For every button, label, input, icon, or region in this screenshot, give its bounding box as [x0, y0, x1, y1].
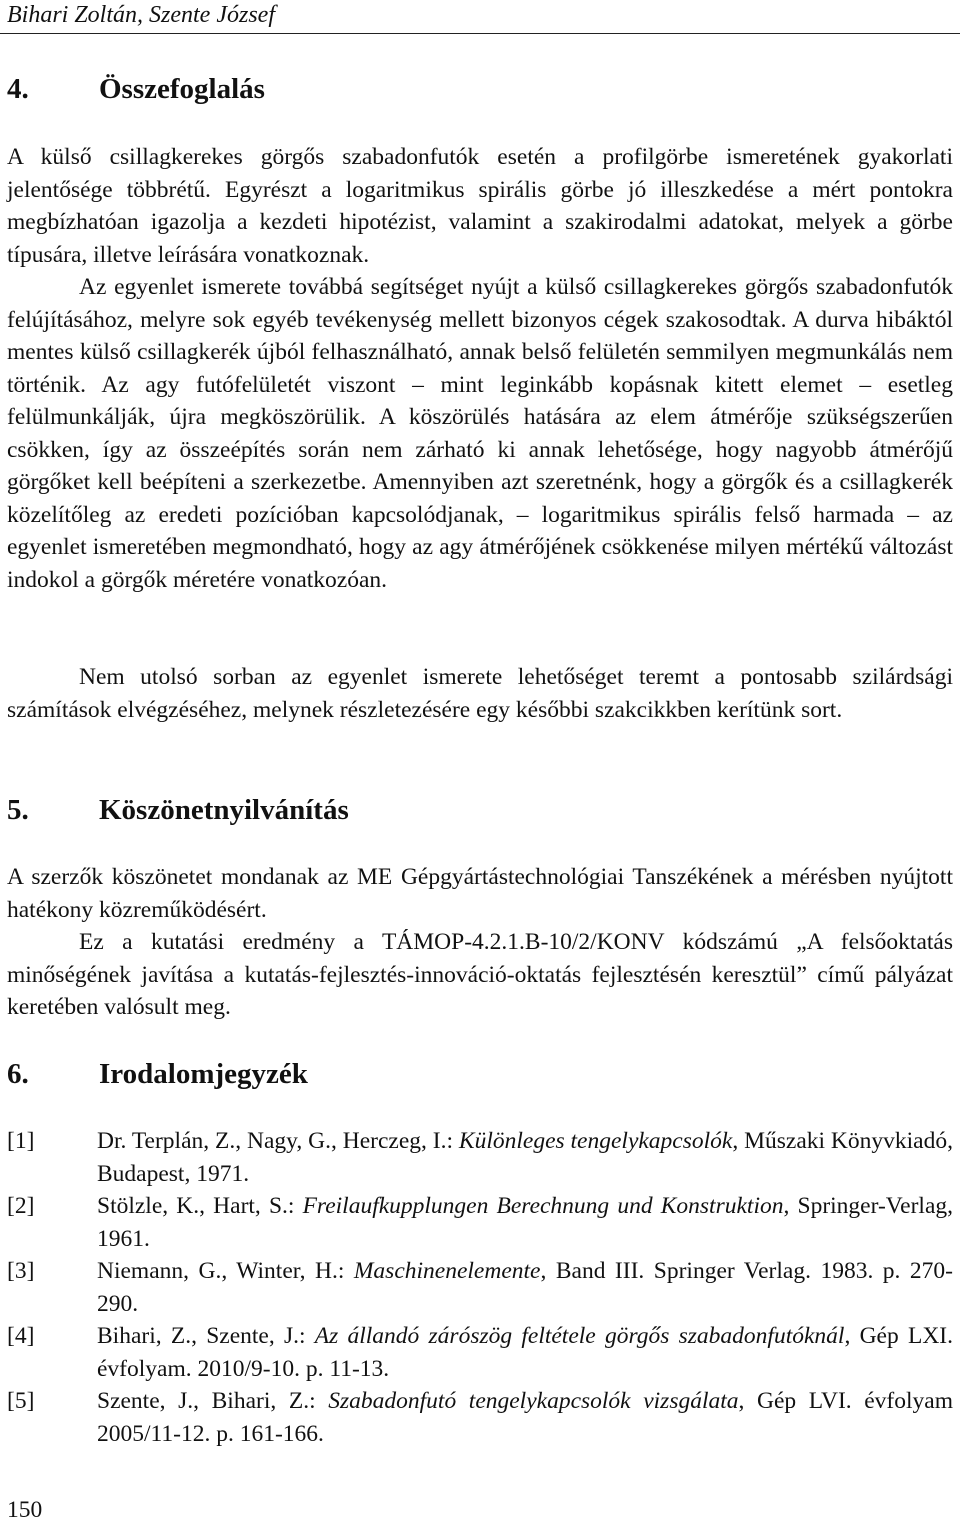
reference-index: [1] — [7, 1128, 35, 1154]
section-4-title: Összefoglalás — [99, 73, 265, 105]
section-4-heading — [7, 72, 265, 106]
reference-index: [4] — [7, 1323, 35, 1349]
reference-publication: , Gép LXI. évfolyam. 2010/9-10. p. 11-13. — [97, 1323, 953, 1382]
reference-title: Freilaufkupplungen Berechnung und Konstruktion — [302, 1193, 784, 1219]
reference-publication: , Műszaki Könyvkiadó, Budapest, 1971. — [97, 1128, 953, 1187]
section-6-number: 6. — [7, 1058, 29, 1090]
reference-title: Szabadonfutó tengelykapcsolók vizsgálata — [328, 1388, 739, 1414]
section-5-heading — [7, 793, 349, 827]
section-4-paragraph-2: Az egyenlet ismerete továbbá segítséget nyújt a külső csillagkerekes görgős szabadonfutók felújításához, melyre sok egyéb tevékenység mellett bizonyos cégek szakosodtak. A durva hibáktól mentes külső csillagkerék újból felhasználható, annak belső felületén semmilyen megmunkálás nem történik. Az agy futófelületét viszont – mint leginkább kopásnak kitett elemet – esetleg felülmunkálják, újra megköszörülik. A köszörülés hatására az elem átmérője szükségszerűen csökken, így az összeépítés során nem zárható ki annak lehetősége, hogy nagyobb átmérőjű görgőket kell beépíteni a szerkezetbe. Amennyiben azt szeretnénk, hogy a görgők és a csillagkerék közelítőleg az eredeti pozícióban kapcsolódjanak, – logaritmikus spirális felső harmada – az egyenlet ismeretében megmondható, hogy az agy átmérőjének csökkenése milyen mértékű változást indokol a görgők méretére vonatkozóan. — [7, 274, 953, 593]
section-4-paragraph-3: Nem utolsó sorban az egyenlet ismerete lehetőséget teremt a pontosabb szilárdsági számítások elvégzéséhez, melynek részletezésére egy későbbi szakcikkben kerítünk sort. — [7, 664, 953, 723]
header-rule — [0, 33, 960, 34]
reference-title: Különleges tengelykapcsolók — [458, 1128, 733, 1154]
reference-authors: Szente, J., Bihari, Z.: — [97, 1388, 329, 1414]
reference-title: Maschinenelemente — [353, 1258, 541, 1284]
reference-publication: , Band III. Springer Verlag. 1983. p. 270-290. — [97, 1258, 953, 1317]
reference-authors: Niemann, G., Winter, H.: — [97, 1258, 354, 1284]
reference-2 — [7, 1190, 953, 1255]
reference-publication: , Gép LVI. évfolyam 2005/11-12. p. 161-166. — [97, 1388, 953, 1447]
reference-publication: , Springer-Verlag, 1961. — [97, 1193, 954, 1252]
reference-title: Az állandó zárószög feltétele görgős szabadonfutóknál — [314, 1323, 845, 1349]
reference-4 — [7, 1320, 953, 1385]
section-4-paragraph-1: A külső csillagkerekes görgős szabadonfutók esetén a profilgörbe ismeretének gyakorlati jelentősége többrétű. Egyrészt a logaritmikus spirális görbe jó illeszkedése a mért pontokra megbízhatóan igazolja a kezdeti hipotézist, valamint a szakirodalmi adatokat, melyek a görbe típusára, illetve leírására vonatkoznak. — [7, 144, 953, 268]
section-4-number: 4. — [7, 73, 29, 105]
section-5-paragraph-2: Ez a kutatási eredmény a TÁMOP-4.2.1.B-10/2/KONV kódszámú „A felsőoktatás minőségének javítása a kutatás-fejlesztés-innováció-oktatás fejlesztésén keresztül” című pályázat keretében valósult meg. — [7, 929, 953, 1020]
reference-authors: Dr. Terplán, Z., Nagy, G., Herczeg, I.: — [97, 1128, 459, 1154]
reference-authors: Stölzle, K., Hart, S.: — [97, 1193, 303, 1219]
section-6-title: Irodalomjegyzék — [99, 1058, 308, 1090]
reference-index: [2] — [7, 1193, 35, 1219]
reference-authors: Bihari, Z., Szente, J.: — [97, 1323, 315, 1349]
reference-5 — [7, 1385, 953, 1450]
reference-1 — [7, 1125, 953, 1190]
section-6-heading — [7, 1057, 308, 1091]
reference-index: [5] — [7, 1388, 35, 1414]
reference-3 — [7, 1255, 953, 1320]
page-number: 150 — [7, 1497, 43, 1523]
section-5-paragraph-1: A szerzők köszönetet mondanak az ME Gépgyártástechnológiai Tanszékének a mérésben nyújtott hatékony közreműködésért. — [7, 864, 953, 923]
running-head: Bihari Zoltán, Szente József — [7, 2, 275, 28]
section-5-title: Köszönetnyilvánítás — [99, 794, 349, 826]
reference-index: [3] — [7, 1258, 35, 1284]
section-5-number: 5. — [7, 794, 29, 826]
